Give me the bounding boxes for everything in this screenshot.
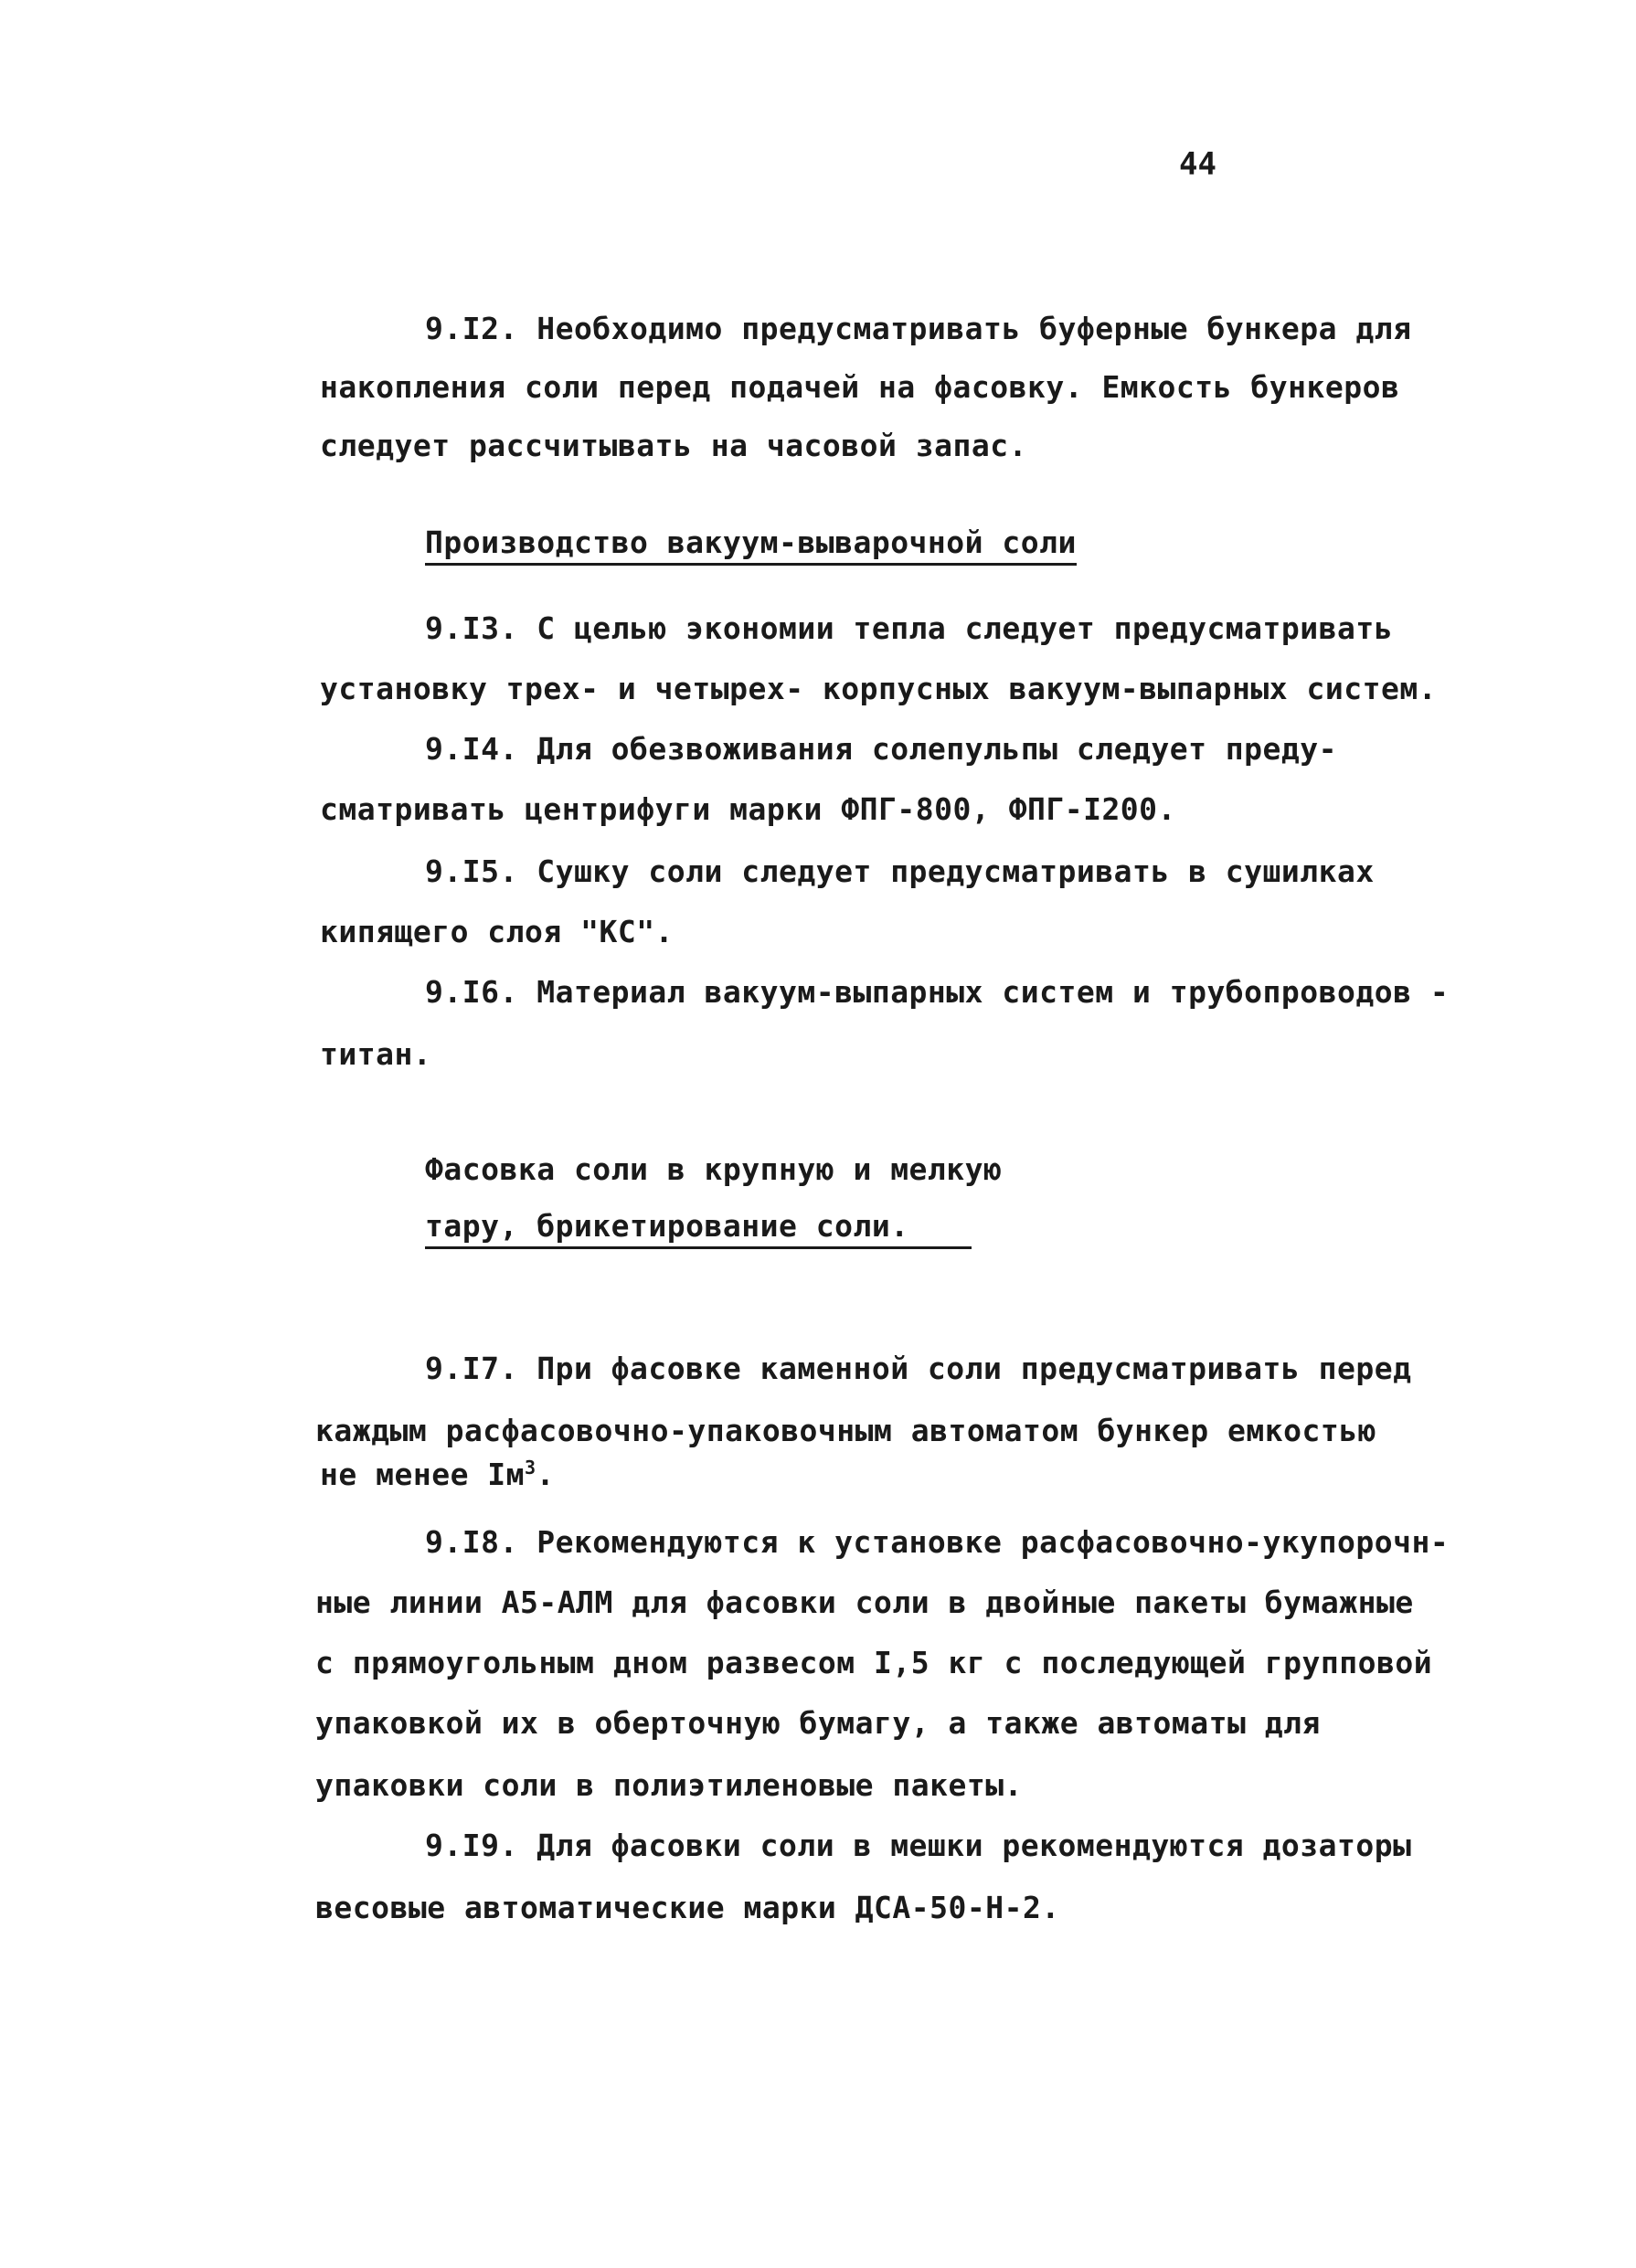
page-number: 44 — [1179, 146, 1216, 183]
paragraph-9-12-line-2: накопления соли перед подачей на фасовку. Емкость бункеров — [320, 369, 1400, 405]
paragraph-9-13-line-2: установку трех- и четырех- корпусных вакуум-выпарных систем. — [320, 671, 1438, 706]
paragraph-9-14-line-2: сматривать центрифуги марки ФПГ-800, ФПГ-I200. — [320, 791, 1176, 827]
paragraph-9-16-line-2: титан. — [320, 1036, 432, 1072]
paragraph-9-15-line-1: 9.I5. Сушку соли следует предусматривать в сушилках — [425, 853, 1375, 889]
paragraph-9-14-line-1: 9.I4. Для обезвоживания солепульпы следует преду- — [425, 731, 1338, 767]
paragraph-9-16-line-1: 9.I6. Материал вакуум-выпарных систем и трубопроводов - — [425, 974, 1450, 1010]
paragraph-9-17-line-3-text: не менее Iм — [320, 1457, 526, 1492]
paragraph-9-17-line-1: 9.I7. При фасовке каменной соли предусматривать перед — [425, 1351, 1412, 1386]
paragraph-9-12-line-1: 9.I2. Необходимо предусматривать буферные бункера для — [425, 311, 1412, 346]
paragraph-9-17-line-3 — [320, 1457, 555, 1493]
paragraph-9-17-line-3-end: . — [536, 1457, 555, 1492]
paragraph-9-18-line-3: с прямоугольным дном развесом I,5 кг с последующей групповой — [315, 1645, 1433, 1680]
cubic-superscript: 3 — [525, 1457, 536, 1478]
paragraph-9-15-line-2: кипящего слоя "КС". — [320, 914, 674, 949]
paragraph-9-18-line-5: упаковки соли в полиэтиленовые пакеты. — [315, 1767, 1023, 1803]
section-heading-packaging-line-1: Фасовка соли в крупную и мелкую — [425, 1151, 1003, 1187]
section-heading-packaging-line-2: тару, брикетирование соли. — [425, 1208, 972, 1249]
paragraph-9-13-line-1: 9.I3. С целью экономии тепла следует предусматривать — [425, 610, 1394, 646]
paragraph-9-19-line-2: весовые автоматические марки ДСА-50-Н-2. — [315, 1890, 1060, 1925]
paragraph-9-19-line-1: 9.I9. Для фасовки соли в мешки рекомендуются дозаторы — [425, 1828, 1412, 1863]
paragraph-9-18-line-4: упаковкой их в оберточную бумагу, а также автоматы для — [315, 1705, 1321, 1741]
paragraph-9-18-line-1: 9.I8. Рекомендуются к установке расфасовочно-укупорочн- — [425, 1524, 1450, 1560]
paragraph-9-12-line-3: следует рассчитывать на часовой запас. — [320, 428, 1027, 463]
paragraph-9-17-line-2: каждым расфасовочно-упаковочным автоматом бункер емкостью — [315, 1413, 1376, 1448]
section-heading-vacuum-salt: Производство вакуум-выварочной соли — [425, 525, 1077, 566]
paragraph-9-18-line-2: ные линии А5-АЛМ для фасовки соли в двойные пакеты бумажные — [315, 1584, 1414, 1620]
